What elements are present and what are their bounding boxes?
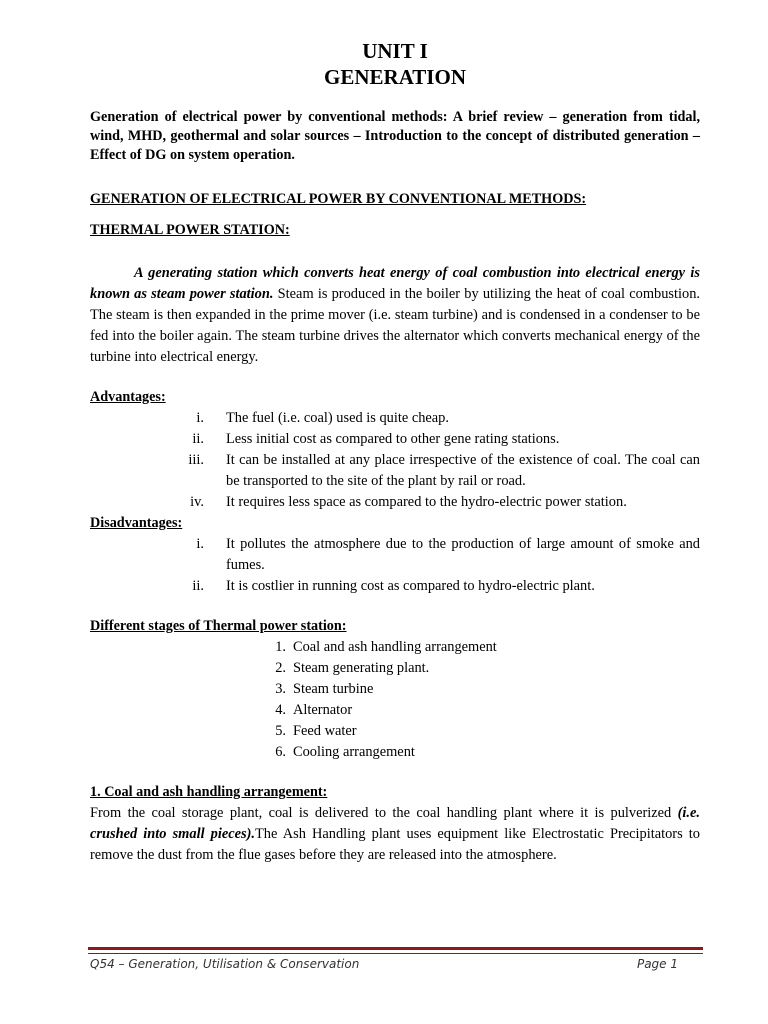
advantages-heading: Advantages:: [90, 389, 166, 405]
page-number: Page 1: [636, 957, 678, 971]
disadvantages-heading: Disadvantages:: [90, 515, 183, 531]
unit-title: [90, 38, 700, 90]
stages-list: [90, 637, 700, 763]
thermal-heading: THERMAL POWER STATION:: [90, 222, 290, 238]
list-item: 5. Feed water: [275, 723, 357, 739]
list-item: i. It pollutes the atmosphere due to the production of large amount of smoke and fumes.: [196, 536, 700, 573]
list-item: ii. Less initial cost as compared to other gene rating stations.: [192, 431, 560, 447]
list-item: 6. Cooling arrangement: [275, 744, 415, 760]
list-item: iv. It requires less space as compared to the hydro-electric power station.: [190, 494, 627, 510]
list-item: 1. Coal and ash handling arrangement: [275, 639, 497, 655]
coal-heading: 1. Coal and ash handling arrangement:: [90, 784, 328, 800]
syllabus-summary: Generation of electrical power by conventional methods: A brief review – generation from tidal, wind, MHD, geothermal and solar sources – Introduction to the concept of distributed generation –Effect of DG on system operation.: [90, 109, 700, 163]
list-item: ii. It is costlier in running cost as compared to hydro-electric plant.: [192, 578, 595, 594]
list-item: 3. Steam turbine: [275, 681, 374, 697]
thermal-definition: A generating station which converts heat energy of coal combustion into electrical energy is known as steam power station.: [90, 265, 700, 302]
stages-heading: Different stages of Thermal power station:: [90, 618, 347, 634]
list-item: 2. Steam generating plant.: [275, 660, 430, 676]
document-page: [90, 38, 700, 866]
section-heading: GENERATION OF ELECTRICAL POWER BY CONVENTIONAL METHODS:: [90, 191, 587, 207]
thermal-intro-paragraph: [90, 263, 700, 368]
advantages-list: [90, 408, 700, 513]
list-item: iii. It can be installed at any place irrespective of the existence of coal. The coal can be transported to the site of the plant by rail or road.: [188, 452, 700, 489]
disadvantages-list: [90, 534, 700, 597]
footer-rule-thin: [88, 953, 703, 954]
list-item: 4. Alternator: [275, 702, 353, 718]
thermal-description: Steam is produced in the boiler by utilizing the heat of coal combustion. The steam is then expanded in the prime mover (i.e. steam turbine) and is condensed in a condenser to be fed into the boiler again. The steam turbine drives the alternator which converts mechanical energy of the turbine into electrical energy.: [90, 286, 700, 365]
unit-number: UNIT I: [362, 39, 428, 63]
coal-emphasis: (i.e. crushed into small pieces).: [90, 805, 700, 842]
unit-name: GENERATION: [324, 65, 466, 89]
footer-rule-thick: [88, 947, 703, 950]
footer-course-title: Q54 – Generation, Utilisation & Conservation: [90, 957, 360, 971]
coal-paragraph: From the coal storage plant, coal is delivered to the coal handling plant where it is pulverized (i.e. crushed into small pieces).The Ash Handling plant uses equipment like Electrostatic Precipitators to remove the dust from the flue gases before they are released into the atmosphere.: [90, 805, 700, 863]
list-item: i. The fuel (i.e. coal) used is quite cheap.: [196, 410, 449, 426]
